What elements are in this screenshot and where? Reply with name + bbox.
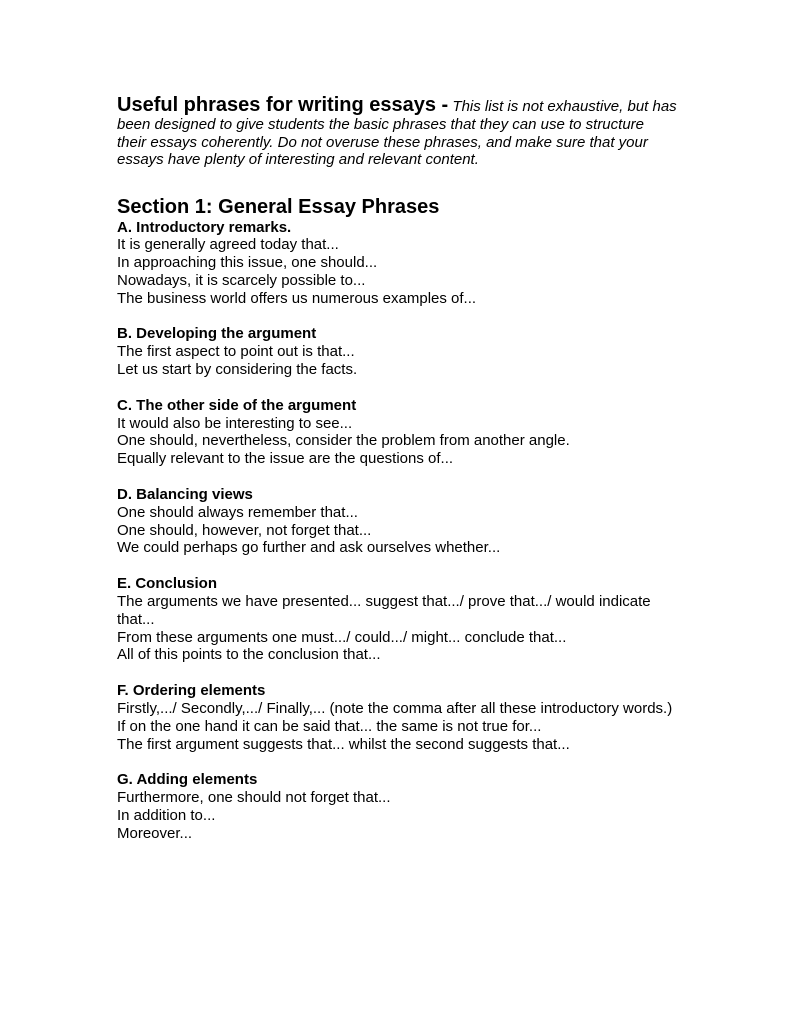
- phrase-item: Firstly,.../ Secondly,.../ Finally,... (note the comma after all these introductory words.): [117, 700, 673, 718]
- phrase-list: [117, 415, 677, 468]
- phrase-list: [117, 593, 677, 664]
- subsection: [117, 575, 677, 664]
- phrase-item: From these arguments one must.../ could.../ might... conclude that...: [117, 628, 567, 646]
- phrase-item: All of this points to the conclusion that...: [117, 646, 381, 664]
- phrase-item: The first argument suggests that... whilst the second suggests that...: [117, 735, 570, 753]
- phrase-item: If on the one hand it can be said that... the same is not true for...: [117, 717, 542, 735]
- subsection: [117, 397, 677, 468]
- phrase-item: The first aspect to point out is that...: [117, 343, 355, 361]
- phrase-list: [117, 700, 677, 753]
- phrase-item: In addition to...: [117, 807, 216, 825]
- phrase-item: Nowadays, it is scarcely possible to...: [117, 271, 366, 289]
- subsection-heading: D. Balancing views: [117, 486, 253, 504]
- subsection-heading: C. The other side of the argument: [117, 396, 357, 414]
- phrase-list: [117, 236, 677, 307]
- subsection-heading: B. Developing the argument: [117, 325, 317, 343]
- subsection: [117, 771, 677, 842]
- subsection: [117, 682, 677, 753]
- phrase-item: One should, however, not forget that...: [117, 521, 372, 539]
- phrase-list: [117, 343, 677, 379]
- subsection: [117, 219, 677, 308]
- phrase-item: Equally relevant to the issue are the questions of...: [117, 450, 454, 468]
- subsection-heading: A. Introductory remarks.: [117, 218, 292, 236]
- phrase-item: One should, nevertheless, consider the problem from another angle.: [117, 432, 570, 450]
- phrase-item: It would also be interesting to see...: [117, 414, 353, 432]
- phrase-item: It is generally agreed today that...: [117, 236, 339, 254]
- subsection-heading: E. Conclusion: [117, 575, 218, 593]
- phrase-list: [117, 789, 677, 842]
- subsection: [117, 486, 677, 557]
- subsection-container: [117, 219, 677, 843]
- subsection-heading: G. Adding elements: [117, 771, 258, 789]
- subsection: [117, 325, 677, 378]
- document-header: [117, 94, 677, 169]
- phrase-item: Moreover...: [117, 824, 193, 842]
- phrase-item: In approaching this issue, one should...: [117, 254, 378, 272]
- phrase-item: One should always remember that...: [117, 503, 358, 521]
- document-intro-note: This list is not exhaustive, but has been designed to give students the basic phrases that they can use to structure their essays coherently. Do not overuse these phrases, and make sure that your essays have plenty of interesting and relevant content.: [117, 98, 677, 168]
- section-title: Section 1: General Essay Phrases: [117, 195, 440, 218]
- phrase-list: [117, 504, 677, 557]
- subsection-heading: F. Ordering elements: [117, 682, 266, 700]
- phrase-item: We could perhaps go further and ask ourselves whether...: [117, 539, 501, 557]
- phrase-item: Furthermore, one should not forget that...: [117, 789, 391, 807]
- document-page: [117, 94, 677, 843]
- phrase-item: Let us start by considering the facts.: [117, 361, 358, 379]
- document-title: Useful phrases for writing essays -: [117, 94, 449, 116]
- phrase-item: The business world offers us numerous examples of...: [117, 289, 477, 307]
- phrase-item: The arguments we have presented... suggest that.../ prove that.../ would indicate that...: [117, 593, 651, 628]
